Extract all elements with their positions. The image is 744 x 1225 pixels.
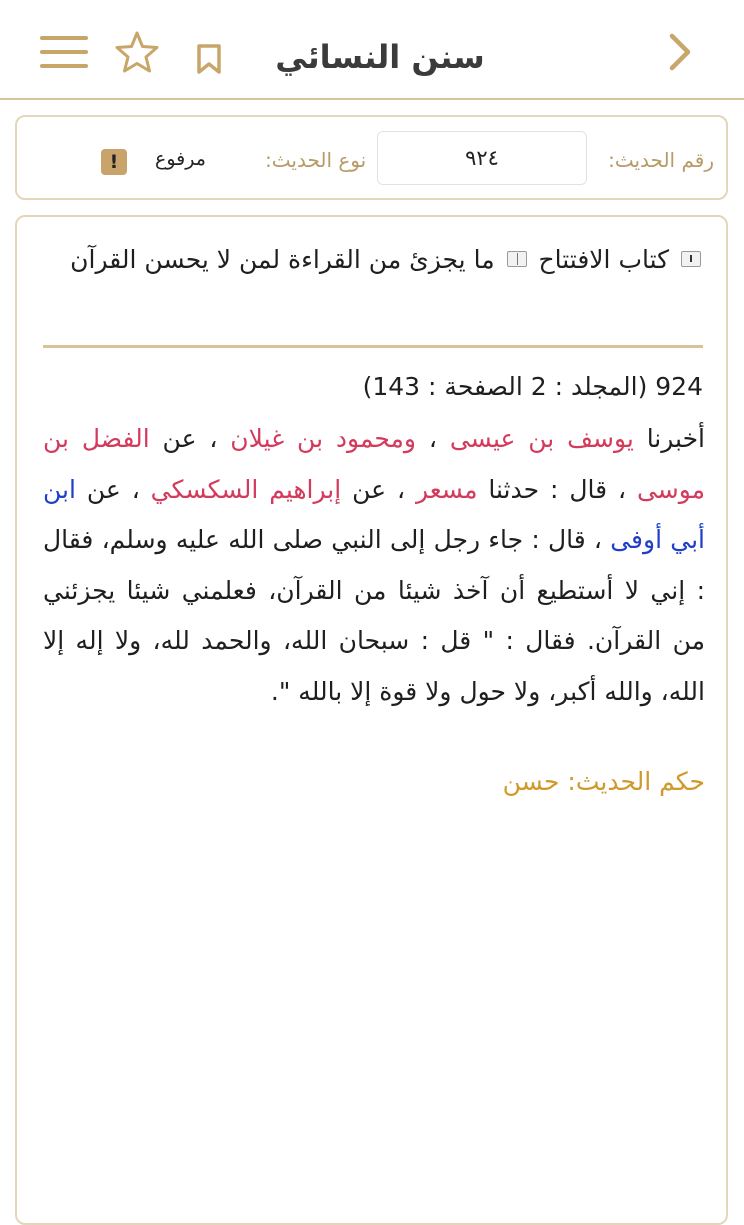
hadith-content-card — [15, 215, 728, 1225]
alert-icon[interactable]: ! — [101, 149, 127, 175]
hadith-number-label: رقم الحديث: — [608, 148, 714, 172]
divider — [43, 345, 703, 348]
book-icon — [507, 251, 527, 267]
text-segment: ، عن — [149, 424, 231, 453]
app-header — [0, 0, 744, 100]
hadith-type-value: مرفوع — [155, 148, 206, 170]
text-segment: ، قال : جاء رجل إلى النبي صلى الله عليه وسلم، فقال : إني لا أستطيع أن آخذ شيئا من القرآن، فعلمني شيئا يجزئني من القرآن. فقال : " قل : سبحان الله، والحمد لله، ولا إله إلا الله، والله أكبر، ولا حول ولا قوة إلا بالله ". — [43, 525, 705, 706]
narrator-link[interactable]: ابن أبي أوفى — [43, 474, 705, 554]
text-segment: ، قال : حدثنا — [477, 474, 637, 504]
hadith-number: 924 — [655, 372, 703, 401]
narrator-link[interactable]: يوسف بن عيسى — [449, 424, 634, 453]
hadith-number-input[interactable] — [377, 131, 587, 185]
text-segment: ، عن — [341, 474, 416, 504]
volume-page: (المجلد : 2 الصفحة : 143) — [362, 372, 648, 401]
hadith-type-label: نوع الحديث: — [265, 148, 367, 172]
bookmark-icon[interactable] — [194, 30, 224, 74]
narrator-link[interactable]: ومحمود بن غيلان — [230, 424, 417, 453]
hadith-reference — [43, 367, 703, 407]
text-segment: أخبرنا — [633, 424, 706, 453]
chapter-title[interactable]: ما يجزئ من القراءة لمن لا يحسن القرآن — [70, 245, 495, 274]
narrator-link[interactable]: إبراهيم السكسكي — [150, 474, 342, 504]
page-title: سنن النسائي — [275, 38, 485, 76]
star-icon[interactable] — [114, 30, 160, 74]
book-title[interactable]: كتاب الافتتاح — [538, 245, 670, 274]
narrator-link[interactable]: مسعر — [415, 474, 478, 504]
warning-icon[interactable] — [681, 251, 701, 267]
hadith-text — [43, 414, 705, 717]
hadith-ruling: حكم الحديث: حسن — [502, 767, 705, 796]
text-segment: ، عن — [75, 474, 151, 504]
text-segment: ، — [416, 424, 450, 453]
chevron-right-icon[interactable] — [660, 30, 700, 74]
chapter-heading — [43, 237, 705, 283]
hamburger-menu-icon[interactable] — [40, 30, 90, 74]
narrator-link[interactable]: الفضل بن موسى — [43, 424, 706, 504]
hadith-info-box — [15, 115, 728, 200]
